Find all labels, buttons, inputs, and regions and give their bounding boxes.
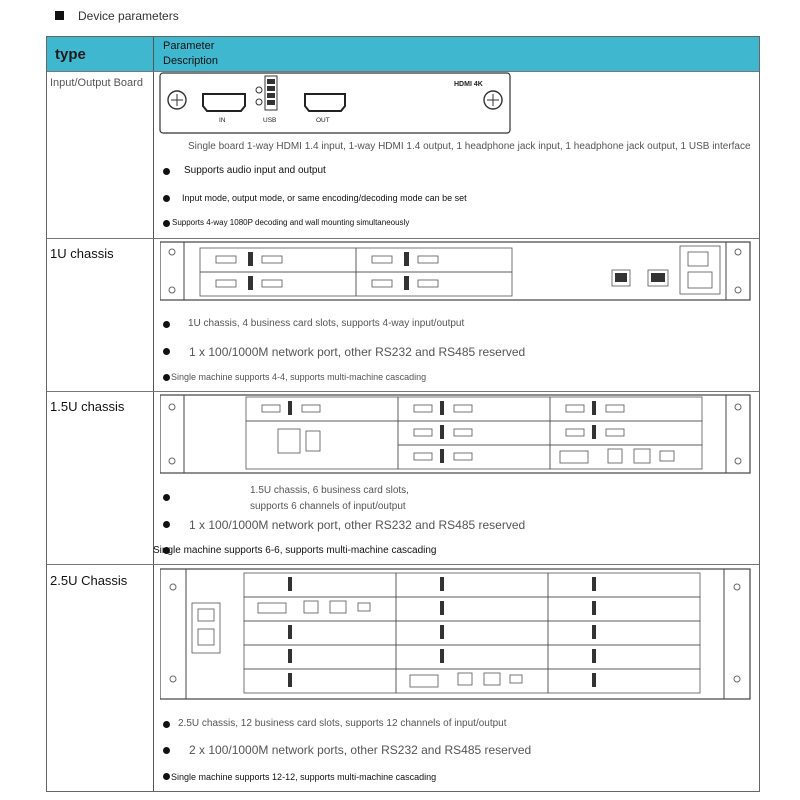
port-label-in: IN — [219, 117, 226, 124]
bullet-dot — [163, 220, 170, 227]
bullet-dot — [163, 721, 170, 728]
square-bullet-icon — [55, 11, 64, 20]
row-type-io-board: Input/Output Board — [50, 77, 143, 89]
header-parameter-description — [163, 39, 218, 69]
io-bullet-3: Supports 4-way 1080P decoding and wall mounting simultaneously — [172, 218, 410, 227]
io-board-description: Single board 1-way HDMI 1.4 input, 1-way HDMI 1.4 output, 1 headphone jack input, 1 headphone jack output, 1 USB interface — [188, 141, 751, 152]
bullet-dot — [163, 195, 170, 202]
2-5u-bullet-1: 2.5U chassis, 12 business card slots, supports 12 channels of input/output — [178, 718, 507, 729]
io-board-image — [159, 72, 519, 136]
chassis-2-5u-image — [160, 567, 752, 701]
bullet-dot — [163, 348, 170, 355]
board-model-label: HDMI 4K — [454, 81, 483, 88]
1u-bullet-3: Single machine supports 4-4, supports multi-machine cascading — [171, 372, 427, 382]
bullet-dot — [163, 168, 170, 175]
column-divider — [153, 37, 154, 791]
heading-text: Device parameters — [78, 8, 179, 23]
row-type-1u: 1U chassis — [50, 246, 114, 261]
port-label-usb: USB — [263, 117, 277, 124]
bullet-dot — [163, 321, 170, 328]
row-type-1-5u: 1.5U chassis — [50, 399, 125, 414]
chassis-1u-image — [160, 240, 752, 304]
device-parameters-table — [46, 36, 760, 792]
header-type: type — [55, 46, 86, 63]
1u-bullet-2: 1 x 100/1000M network port, other RS232 and RS485 reserved — [189, 345, 526, 359]
1-5u-bullet-1b: supports 6 channels of input/output — [250, 501, 406, 512]
io-bullet-2: Input mode, output mode, or same encoding/decoding mode can be set — [182, 193, 467, 203]
1-5u-bullet-3: Single machine supports 6-6, supports multi-machine cascading — [153, 545, 437, 556]
row-divider — [47, 238, 759, 239]
io-bullet-1: Supports audio input and output — [184, 165, 326, 176]
bullet-dot — [163, 747, 170, 754]
2-5u-bullet-2: 2 x 100/1000M network ports, other RS232 and RS485 reserved — [189, 743, 532, 757]
bullet-dot — [163, 374, 170, 381]
row-divider — [47, 564, 759, 565]
header-param-line1: Parameter — [163, 40, 215, 52]
1-5u-bullet-2: 1 x 100/1000M network port, other RS232 and RS485 reserved — [189, 518, 526, 532]
row-divider — [47, 391, 759, 392]
bullet-dot — [163, 521, 170, 528]
bullet-dot — [163, 773, 170, 780]
1u-bullet-1: 1U chassis, 4 business card slots, supports 4-way input/output — [188, 318, 465, 329]
row-type-2-5u: 2.5U Chassis — [50, 573, 128, 588]
2-5u-bullet-3: Single machine supports 12-12, supports multi-machine cascading — [171, 772, 437, 782]
section-heading — [55, 8, 179, 23]
header-param-line2: Description — [163, 55, 219, 67]
chassis-1-5u-image — [160, 393, 752, 477]
port-label-out: OUT — [316, 117, 330, 124]
1-5u-bullet-1a: 1.5U chassis, 6 business card slots, — [250, 485, 409, 496]
bullet-dot — [163, 494, 170, 501]
